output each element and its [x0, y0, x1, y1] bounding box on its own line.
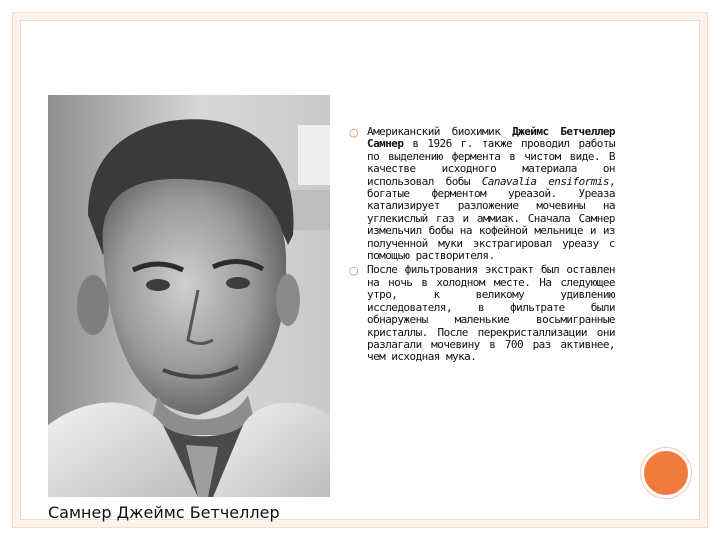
bullet-text: После фильтрования экстракт был оставлен на ночь в холодном месте. На следующее утро, к великому удивлению исследователя, в фильтрате были обнаружены маленькие восьмигранные кристаллы. После перекристаллизации они разлагали мочевину в 700 раз активнее, чем исходная мука. — [367, 263, 615, 364]
photo-caption: Самнер Джеймс Бетчеллер — [48, 503, 280, 522]
bullet-list — [345, 126, 615, 364]
scientist-name: Джеймс Бетчеллер Самнер — [367, 125, 615, 151]
portrait-photo — [48, 95, 330, 497]
bullet-item — [345, 126, 615, 262]
bullet-text-end: , богатые ферментом уреазой. Уреаза катализирует разложение мочевины на углекислый газ и аммиак. Сначала Самнер измельчил бобы на кофейной мельнице и из полученной муки экстрагировал уреазу с помощью растворителя. — [367, 174, 616, 263]
bullet-text — [367, 126, 615, 262]
bullet-text-middle: в 1926 г. также проводил работы по выделению фермента в чистом виде. В качестве исходного материала он использовал бобы — [367, 137, 615, 188]
bullet-marker-icon: ○ — [349, 126, 359, 139]
species-name: Canavalia ensiformis — [481, 174, 609, 188]
decorative-circle — [641, 448, 691, 498]
bullet-marker-icon: ○ — [349, 264, 359, 278]
bullet-item — [345, 264, 615, 363]
bullet-text-intro: Американский биохимик — [367, 125, 513, 138]
